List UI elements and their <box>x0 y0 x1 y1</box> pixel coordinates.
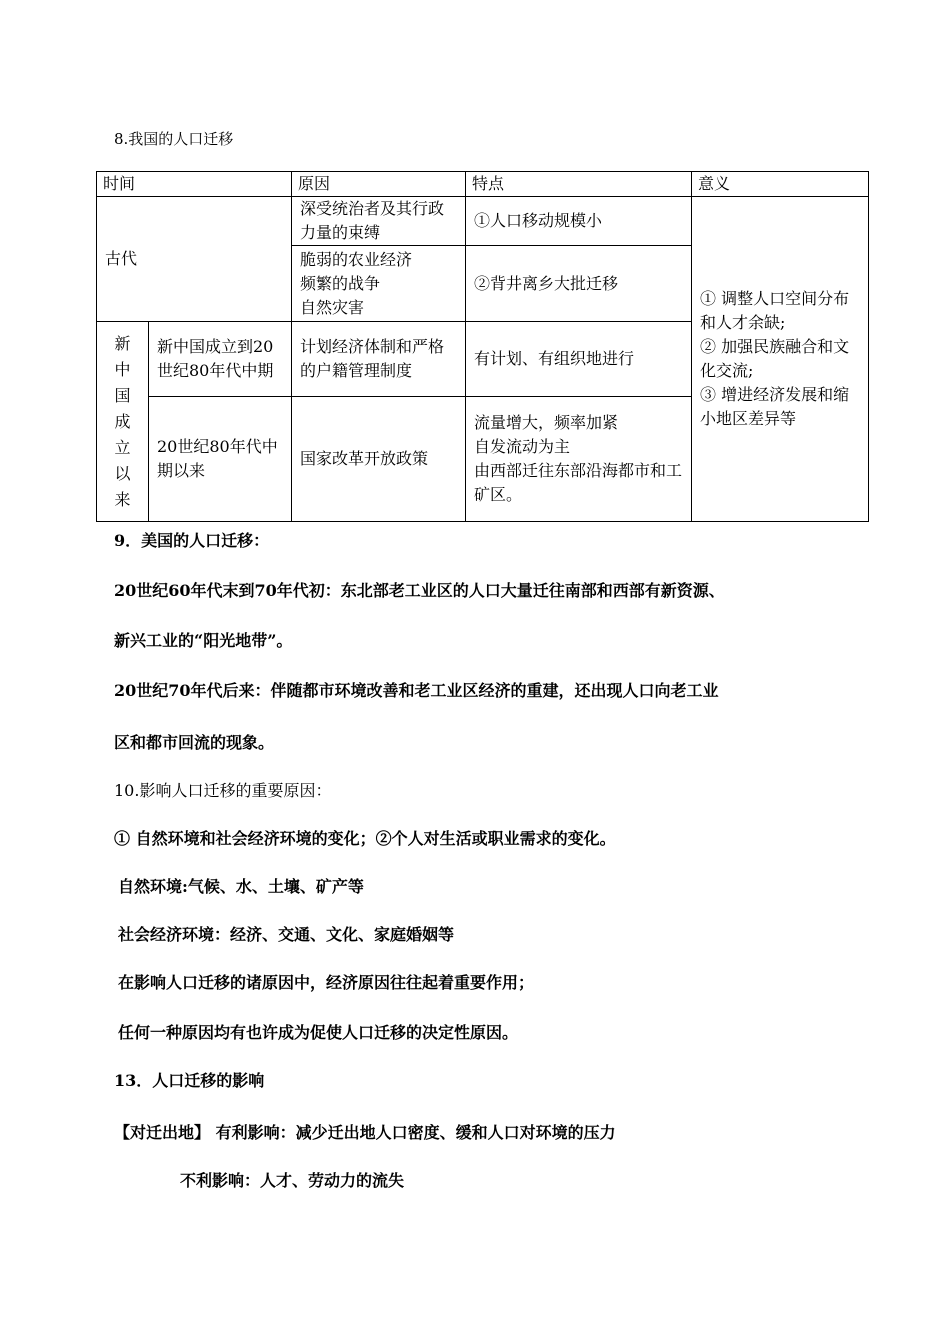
paragraph-line: ① 自然环境和社会经济环境的变化；②个人对生活或职业需求的变化。 <box>114 829 616 848</box>
paragraph-line: 20世纪70年代后来：伴随都市环境改善和老工业区经济的重建，还出现人口向老工业 <box>114 681 719 700</box>
section-13-title: 13．人口迁移的影响 <box>114 1071 265 1090</box>
new-china-reason-1: 计划经济体制和严格的户籍管理制度 <box>292 322 466 397</box>
reason-line: 脆弱的农业经济 <box>300 249 413 269</box>
period-2: 20世纪80年代中期以来 <box>149 397 292 522</box>
table-header-row <box>97 172 869 197</box>
new-china-label <box>97 322 149 522</box>
meaning-line: ② 加强民族融合和文化交流; <box>700 337 850 380</box>
label-char: 国 <box>114 385 131 405</box>
section-10-title: 10.影响人口迁移的重要原因： <box>114 781 332 800</box>
header-time: 时间 <box>97 172 292 197</box>
label-char: 来 <box>114 489 131 509</box>
paragraph-line: 20世纪60年代末到70年代初：东北部老工业区的人口大量迁往南部和西部有新资源、 <box>114 581 725 600</box>
paragraph-line: 区和都市回流的现象。 <box>114 733 275 752</box>
meaning-line: ③ 增进经济发展和缩小地区差异等 <box>700 385 850 428</box>
paragraph-line: 自然环境:气候、水、土壤、矿产等 <box>118 877 364 896</box>
paragraph-line: 不利影响：人才、劳动力的流失 <box>180 1171 405 1190</box>
ancient-label: 古代 <box>97 197 292 322</box>
label-char: 中 <box>114 359 131 379</box>
section-9-title: 9．美国的人口迁移： <box>114 531 270 550</box>
label-char: 成 <box>114 411 131 431</box>
new-china-reason-2: 国家改革开放政策 <box>292 397 466 522</box>
reason-line: 频繁的战争 <box>300 273 381 293</box>
paragraph-line: 新兴工业的“阳光地带”。 <box>114 631 293 650</box>
feature-line: 自发流动为主 <box>474 437 571 456</box>
ancient-reason-2 <box>292 246 466 322</box>
reason-line: 自然灾害 <box>300 297 365 317</box>
migration-table <box>96 171 869 522</box>
new-china-feature-1: 有计划、有组织地进行 <box>466 322 692 397</box>
label-char: 新 <box>114 333 131 353</box>
paragraph-line: 在影响人口迁移的诸原因中，经济原因往往起着重要作用； <box>118 973 535 992</box>
label-char: 立 <box>114 437 131 457</box>
new-china-feature-2 <box>466 397 692 522</box>
ancient-reason-1: 深受统治者及其行政力量的束缚 <box>292 197 466 246</box>
table-row <box>97 197 869 246</box>
header-feature: 特点 <box>466 172 692 197</box>
label-char: 以 <box>114 463 131 483</box>
feature-line: 流量增大，频率加紧 <box>474 413 619 432</box>
section-8-title: 8.我国的人口迁移 <box>114 130 234 148</box>
ancient-feature-1: ①人口移动规模小 <box>466 197 692 246</box>
header-meaning: 意义 <box>692 172 869 197</box>
meaning-cell <box>692 197 869 522</box>
ancient-feature-2: ②背井离乡大批迁移 <box>466 246 692 322</box>
header-reason: 原因 <box>292 172 466 197</box>
paragraph-line: 社会经济环境：经济、交通、文化、家庭婚姻等 <box>118 925 455 944</box>
feature-line: 由西部迁往东部沿海都市和工矿区。 <box>474 461 683 504</box>
meaning-line: ① 调整人口空间分布和人才余缺; <box>700 289 850 332</box>
period-1: 新中国成立到20世纪80年代中期 <box>149 322 292 397</box>
paragraph-line: 【对迁出地】 有利影响：减少迁出地人口密度、缓和人口对环境的压力 <box>114 1123 616 1142</box>
paragraph-line: 任何一种原因均有也许成为促使人口迁移的决定性原因。 <box>118 1023 519 1042</box>
